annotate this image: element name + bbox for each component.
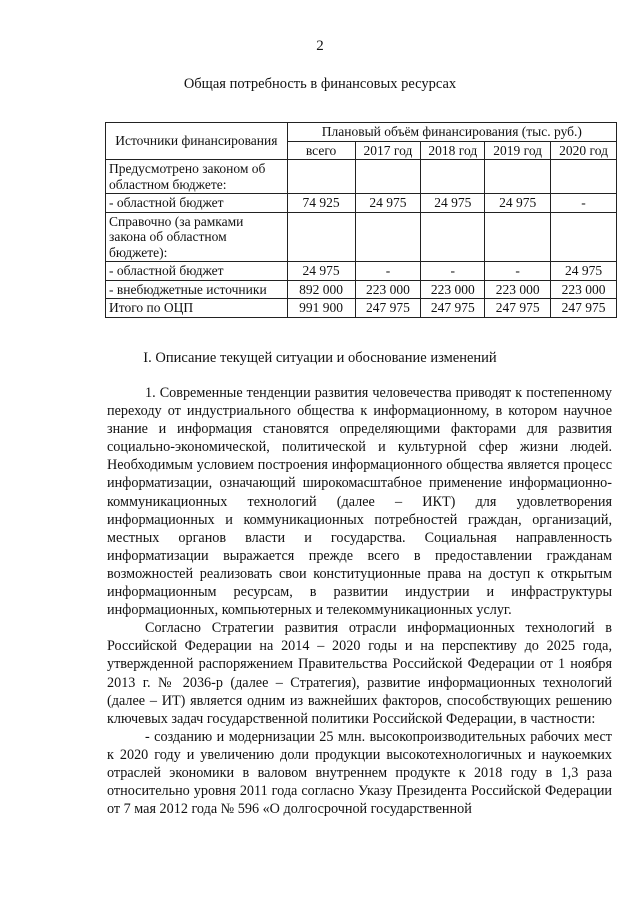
column-header: 2020 год	[551, 141, 617, 160]
page-number: 2	[316, 38, 324, 54]
column-header: всего	[287, 141, 355, 160]
cell-value: 223 000	[551, 280, 617, 299]
finance-table-title: Общая потребность в финансовых ресурсах	[183, 76, 457, 92]
cell-value: 24 975	[287, 262, 355, 281]
cell-value	[287, 212, 355, 262]
table-row	[106, 160, 617, 194]
cell-value	[421, 212, 485, 262]
cell-value: 247 975	[485, 299, 551, 318]
row-label: Итого по ОЦП	[106, 299, 288, 318]
cell-value	[287, 160, 355, 194]
paragraph: Согласно Стратегии развития отрасли информационных технологий в Российской Федерации на 2014 – 2020 годы и на перспективу до 2025 года, утвержденной распоряжением Правительства Российской Федерации от 1 ноября 2013 г. № 2036-р (далее – Стратегия), развитие информационных технологий (далее – ИТ) является одним из важнейших факторов, способствующих решению ключевых задач государственной политики Российской Федерации, в частности:	[107, 620, 612, 727]
cell-value	[421, 160, 485, 194]
paragraph: 1. Современные тенденции развития человечества приводят к постепенному переходу от индустриального общества к информационному, в котором научное знание и информация становятся определяющими факторами для развития социально-экономической, политической и культурной сфер жизни людей. Необходимым условием построения информационного общества является процесс информатизации, означающий широкомасштабное применение информационно-коммуникационных технологий (далее – ИКТ) для удовлетворения информационных и коммуникационных потребностей граждан, организаций, местных органов власти и государства. Социальная направленность информатизации выражается прежде всего в предоставлении гражданам возможностей реализовать свои конституционные права на доступ к открытым информационным ресурсам, в развитии индустрии и инфраструктуры информационных, компьютерных и телекоммуникационных услуг.	[107, 385, 612, 619]
cell-value: 223 000	[421, 280, 485, 299]
column-header: 2017 год	[355, 141, 421, 160]
cell-value: -	[551, 194, 617, 213]
table-row	[106, 262, 617, 281]
row-label: Предусмотрено законом об областном бюджете:	[106, 160, 288, 194]
cell-value	[355, 212, 421, 262]
cell-value: -	[421, 262, 485, 281]
cell-value: 223 000	[485, 280, 551, 299]
cell-value: 892 000	[287, 280, 355, 299]
section-heading: I. Описание текущей ситуации и обоснование изменений	[143, 350, 497, 366]
row-label: - внебюджетные источники	[106, 280, 288, 299]
cell-value: 24 975	[355, 194, 421, 213]
header-planned: Плановый объём финансирования (тыс. руб.)	[287, 123, 616, 142]
cell-value: 24 975	[485, 194, 551, 213]
cell-value: 991 900	[287, 299, 355, 318]
row-label: - областной бюджет	[106, 194, 288, 213]
cell-value: 247 975	[421, 299, 485, 318]
table-row	[106, 212, 617, 262]
body-text	[107, 384, 612, 818]
cell-value: -	[485, 262, 551, 281]
cell-value	[485, 160, 551, 194]
table-row	[106, 194, 617, 213]
header-sources: Источники финансирования	[106, 123, 288, 160]
table-row	[106, 280, 617, 299]
cell-value: 247 975	[355, 299, 421, 318]
cell-value	[355, 160, 421, 194]
table-total-row	[106, 299, 617, 318]
row-label: Справочно (за рамками закона об областном бюджете):	[106, 212, 288, 262]
cell-value	[485, 212, 551, 262]
cell-value	[551, 212, 617, 262]
cell-value: 24 975	[421, 194, 485, 213]
financing-table	[105, 122, 617, 318]
cell-value: 74 925	[287, 194, 355, 213]
cell-value: 24 975	[551, 262, 617, 281]
paragraph: - созданию и модернизации 25 млн. высокопроизводительных рабочих мест к 2020 году и увеличению доли продукции высокотехнологичных и наукоемких отраслей экономики в валовом внутреннем продукте к 2018 году в 1,3 раза относительно уровня 2011 года согласно Указу Президента Российской Федерации от 7 мая 2012 года № 596 «О долгосрочной государственной	[107, 728, 612, 818]
column-header: 2019 год	[485, 141, 551, 160]
table-header-row	[106, 123, 617, 142]
cell-value: 223 000	[355, 280, 421, 299]
cell-value: 247 975	[551, 299, 617, 318]
row-label: - областной бюджет	[106, 262, 288, 281]
column-header: 2018 год	[421, 141, 485, 160]
cell-value	[551, 160, 617, 194]
cell-value: -	[355, 262, 421, 281]
